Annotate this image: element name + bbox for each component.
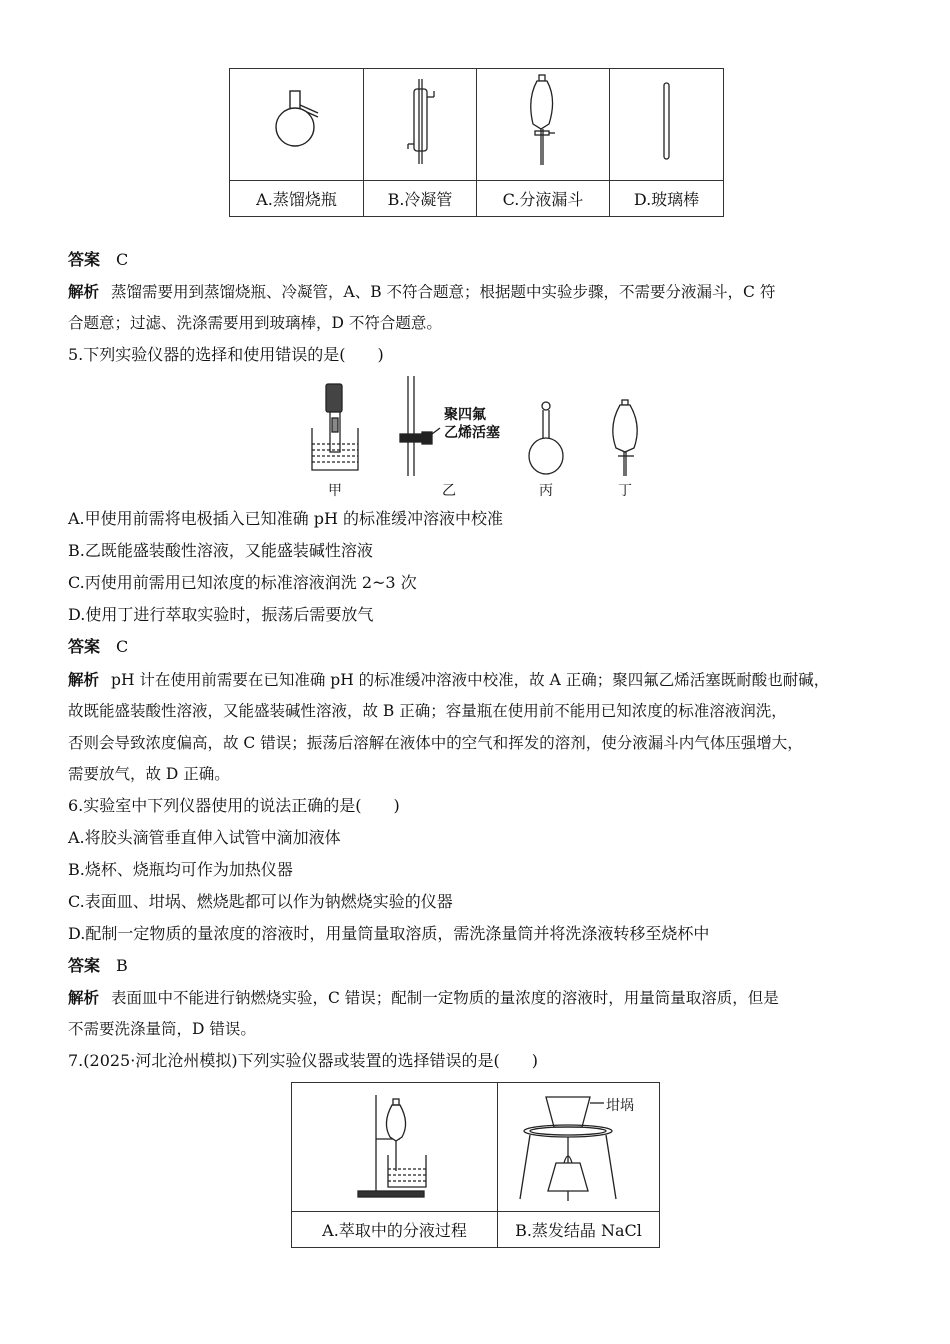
q6-explain-line-2: 不需要洗涤量筒，D 错误。 bbox=[68, 1020, 256, 1038]
apparatus-table-top bbox=[229, 68, 724, 217]
table-cell-label: A.蒸馏烧瓶 bbox=[230, 181, 364, 217]
q4-answer bbox=[68, 249, 128, 271]
table-cell-label: C.分液漏斗 bbox=[477, 181, 610, 217]
crucible-annotation: 坩埚 bbox=[606, 1098, 634, 1114]
burette-icon bbox=[400, 376, 440, 476]
q5-option-d: D.使用丁进行萃取实验时，振荡后需要放气 bbox=[68, 605, 374, 624]
q6-option-c: C.表面皿、坩埚、燃烧匙都可以作为钠燃烧实验的仪器 bbox=[68, 892, 453, 911]
explain-tag: 解析 bbox=[68, 671, 100, 689]
table-cell-label: A.萃取中的分液过程 bbox=[292, 1212, 498, 1248]
answer-tag: 答案 bbox=[68, 637, 101, 656]
answer-value: C bbox=[116, 250, 129, 269]
ph-meter-icon bbox=[312, 384, 358, 470]
q5-stem: 5.下列实验仪器的选择和使用错误的是( ) bbox=[68, 345, 384, 364]
table-cell-label: B.蒸发结晶 NaCl bbox=[498, 1212, 660, 1248]
glass-rod-icon bbox=[610, 69, 724, 181]
condenser-icon bbox=[364, 69, 477, 181]
table-cell-label: B.冷凝管 bbox=[364, 181, 477, 217]
q6-answer bbox=[68, 955, 128, 977]
figure-label-bing: 丙 bbox=[539, 483, 553, 499]
separatory-funnel-icon bbox=[477, 69, 610, 181]
answer-tag: 答案 bbox=[68, 250, 101, 269]
volumetric-flask-icon bbox=[529, 402, 563, 474]
q6-option-d: D.配制一定物质的量浓度的溶液时，用量筒量取溶质，需洗涤量筒并将洗涤液转移至烧杯中 bbox=[68, 924, 710, 943]
q6-stem: 6.实验室中下列仪器使用的说法正确的是( ) bbox=[68, 796, 400, 815]
table-cell-label: D.玻璃棒 bbox=[610, 181, 724, 217]
answer-value: C bbox=[116, 637, 129, 656]
extraction-setup-icon bbox=[292, 1083, 498, 1212]
q5-option-b: B.乙既能盛装酸性溶液，又能盛装碱性溶液 bbox=[68, 541, 373, 560]
q5-option-c: C.丙使用前需用已知浓度的标准溶液润洗 2~3 次 bbox=[68, 573, 417, 592]
q5-explain-line-1: 解析 pH 计在使用前需要在已知准确 pH 的标准缓冲溶液中校准，故 A 正确；聚四氟乙烯活塞既耐酸也耐碱， bbox=[68, 671, 830, 689]
apparatus-table-q7 bbox=[291, 1082, 660, 1248]
explain-tag: 解析 bbox=[68, 283, 100, 301]
answer-tag: 答案 bbox=[68, 956, 101, 975]
q5-explain-line-3: 否则会导致浓度偏高，故 C 错误；振荡后溶解在液体中的空气和挥发的溶剂，使分液漏斗内气体压强增大， bbox=[68, 734, 803, 752]
q4-explain-line-1: 解析 蒸馏需要用到蒸馏烧瓶、冷凝管，A、B 不符合题意；根据题中实验步骤，不需要分液漏斗，C 符 bbox=[68, 283, 776, 301]
distilling-flask-icon bbox=[230, 69, 364, 181]
q5-explain-line-2: 故既能盛装酸性溶液，又能盛装碱性溶液，故 B 正确；容量瓶在使用前不能用已知浓度的标准溶液润洗， bbox=[68, 702, 787, 720]
q6-option-b: B.烧杯、烧瓶均可作为加热仪器 bbox=[68, 860, 293, 879]
figure-label-yi: 乙 bbox=[442, 483, 456, 499]
stopcock-annotation: 聚四氟 乙烯活塞 bbox=[444, 407, 500, 441]
q4-explain-line-2: 合题意；过滤、洗涤需要用到玻璃棒，D 不符合题意。 bbox=[68, 314, 442, 332]
q5-answer bbox=[68, 636, 128, 658]
figure-label-ding: 丁 bbox=[618, 483, 632, 499]
q7-stem: 7.(2025·河北沧州模拟)下列实验仪器或装置的选择错误的是( ) bbox=[68, 1051, 539, 1070]
answer-value: B bbox=[116, 956, 128, 975]
figure-label-jia: 甲 bbox=[328, 483, 342, 499]
evaporation-setup-icon bbox=[498, 1083, 660, 1212]
q6-option-a: A.将胶头滴管垂直伸入试管中滴加液体 bbox=[68, 828, 341, 847]
q5-explain-line-4: 需要放气，故 D 正确。 bbox=[68, 765, 230, 783]
q6-explain-line-1: 解析 表面皿中不能进行钠燃烧实验，C 错误；配制一定物质的量浓度的溶液时，用量筒量取溶质，但是 bbox=[68, 989, 779, 1007]
q5-option-a: A.甲使用前需将电极插入已知准确 pH 的标准缓冲溶液中校准 bbox=[68, 509, 504, 528]
explain-tag: 解析 bbox=[68, 989, 100, 1007]
separatory-funnel-icon bbox=[613, 400, 637, 476]
q5-figure bbox=[300, 372, 660, 500]
